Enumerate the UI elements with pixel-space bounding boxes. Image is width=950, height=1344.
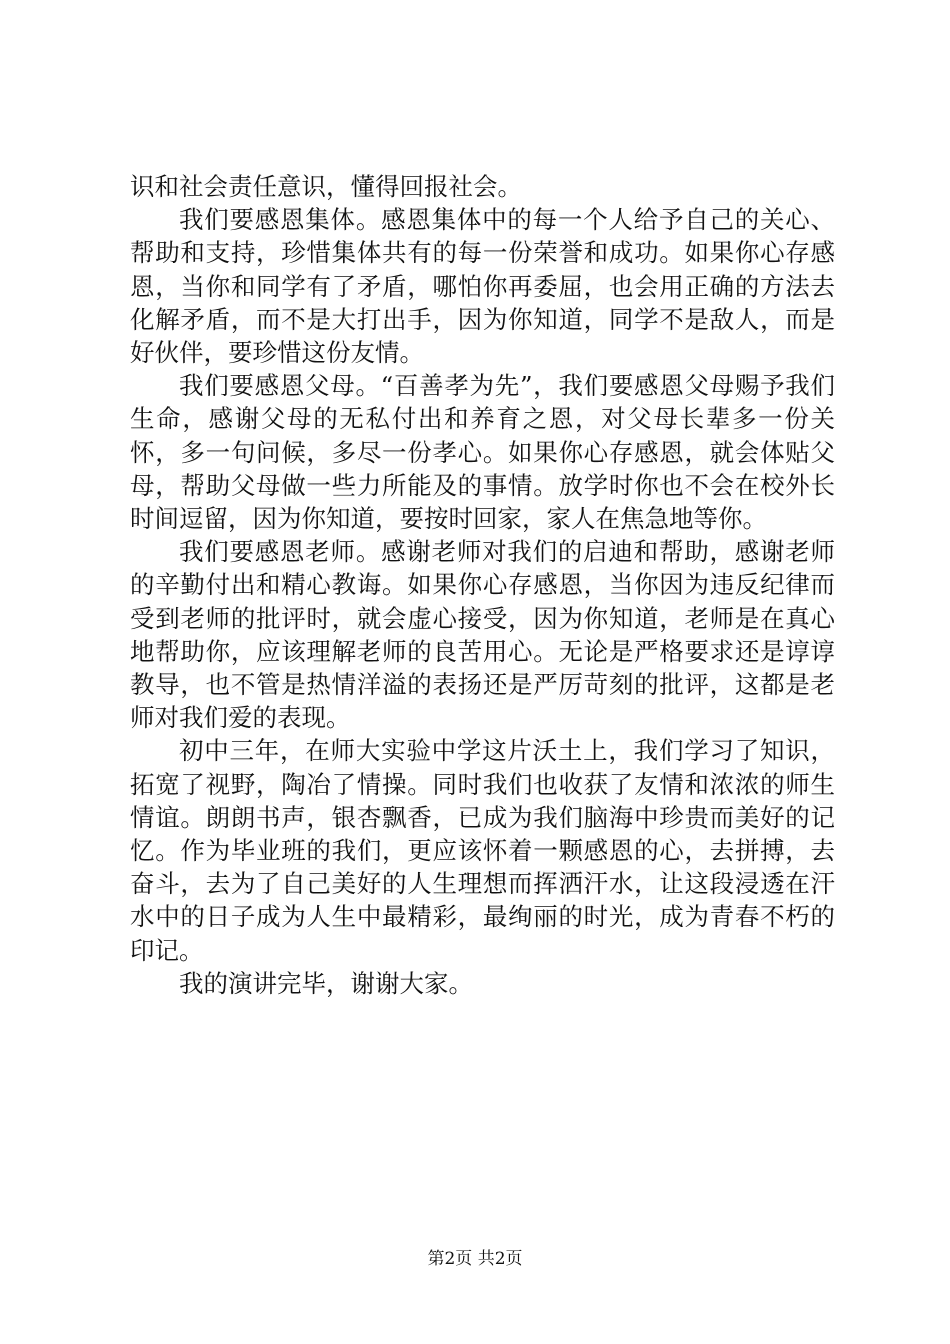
paragraph-continuation: 识和社会责任意识，懂得回报社会。 (130, 172, 522, 201)
paragraph-collective: 我们要感恩集体。感恩集体中的每一个人给予自己的关心、帮助和支持，珍惜集体共有的每一份荣誉和成功。如果你心存感恩，当你和同学有了矛盾，哪怕你再委屈，也会用正确的方法去化解矛盾，而不是大打出手，因为你知道，同学不是敌人，而是好伙伴，要珍惜这份友情。 (130, 205, 835, 368)
paragraph-parents: 我们要感恩父母。“百善孝为先”，我们要感恩父母赐予我们生命，感谢父母的无私付出和养育之恩，对父母长辈多一份关怀，多一句问候，多尽一份孝心。如果你心存感恩，就会体贴父母，帮助父母做一些力所能及的事情。放学时你也不会在校外长时间逗留，因为你知道，要按时回家，家人在焦急地等你。 (130, 371, 835, 534)
paragraph-closing: 我的演讲完毕，谢谢大家。 (179, 968, 473, 998)
paragraph-teachers: 我们要感恩老师。感谢老师对我们的启迪和帮助，感谢老师的辛勤付出和精心教诲。如果你心存感恩，当你因为违反纪律而受到老师的批评时，就会虚心接受，因为你知道，老师是在真心地帮助你，应该理解老师的良苦用心。无论是严格要求还是谆谆教导，也不管是热情洋溢的表扬还是严厉苛刻的批评，这都是老师对我们爱的表现。 (130, 537, 835, 733)
paragraph-school-years: 初中三年，在师大实验中学这片沃土上，我们学习了知识，拓宽了视野，陶冶了情操。同时我们也收获了友情和浓浓的师生情谊。朗朗书声，银杏飘香，已成为我们脑海中珍贵而美好的记忆。作为毕业班的我们，更应该怀着一颗感恩的心，去拼搏，去奋斗，去为了自己美好的人生理想而挥洒汗水，让这段浸透在汗水中的日子成为人生中最精彩，最绚丽的时光，成为青春不朽的印记。 (130, 736, 835, 965)
page-number-footer: 第2页 共2页 (427, 1249, 523, 1269)
document-body (130, 170, 835, 1000)
